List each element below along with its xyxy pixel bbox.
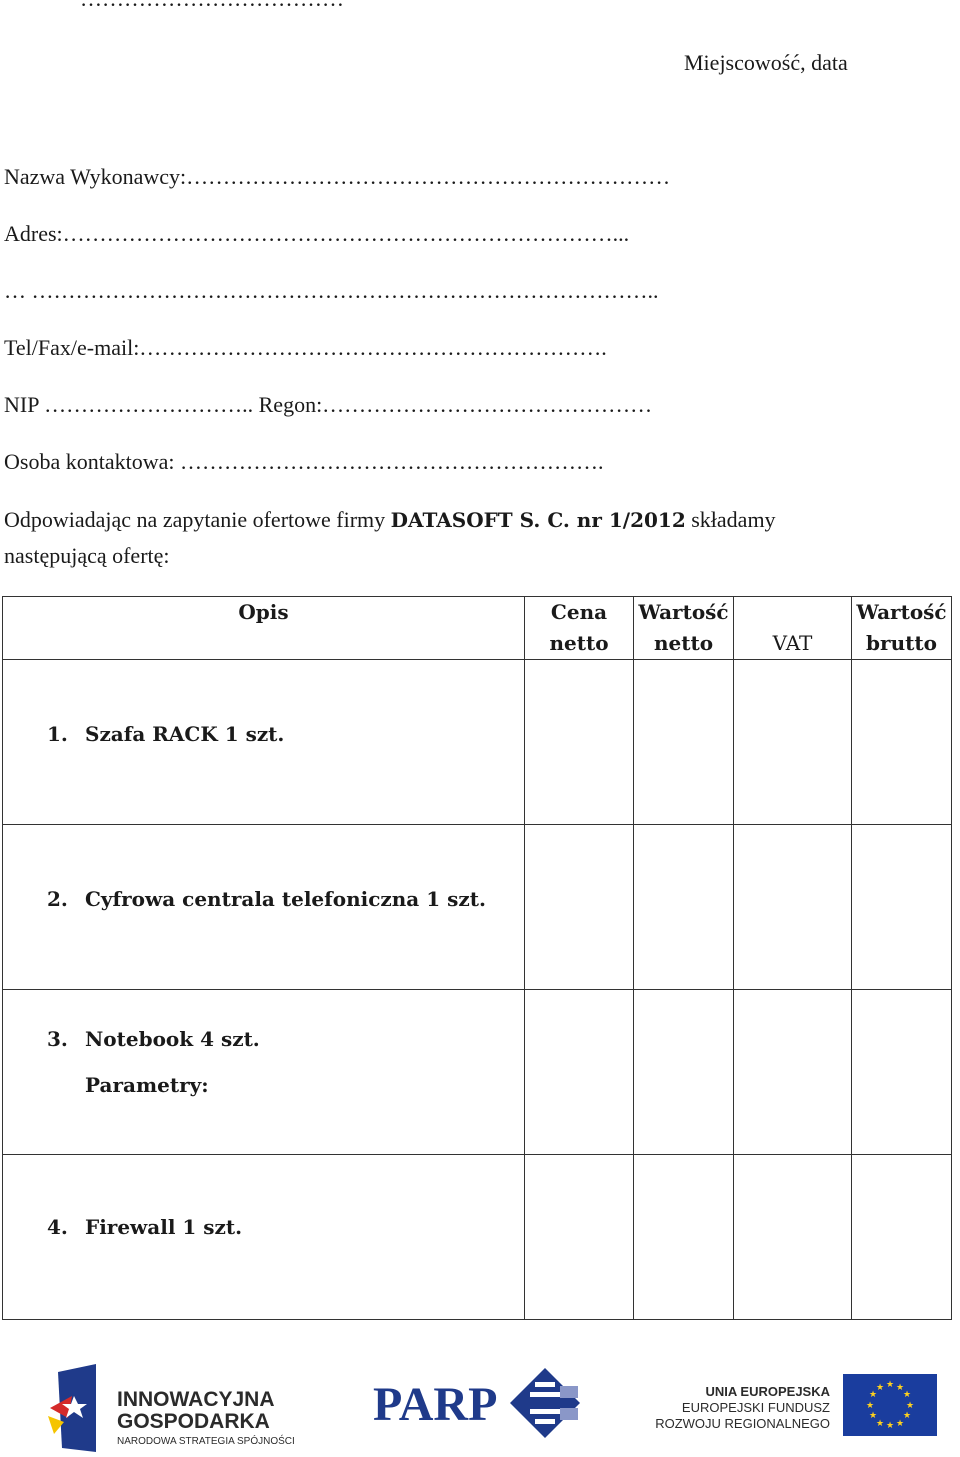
contact-person-field: Osoba kontaktowa: …………………………………………………. xyxy=(4,449,604,474)
address-field: Adres:…………………………………………………………………... xyxy=(4,221,630,246)
row-description xyxy=(3,1155,525,1320)
svg-text:★: ★ xyxy=(875,1383,885,1393)
row-item: Cyfrowa centrala telefoniczna 1 szt. xyxy=(85,887,486,911)
table-header-row xyxy=(3,597,952,660)
svg-text:★: ★ xyxy=(895,1383,905,1393)
intro-line-two: następującą ofertę: xyxy=(4,543,170,568)
svg-text:★: ★ xyxy=(868,1411,878,1421)
cell-wartosc-brutto[interactable] xyxy=(852,1155,952,1320)
offer-table xyxy=(2,596,952,1320)
row-number: 2. xyxy=(47,887,68,911)
row-number: 4. xyxy=(47,1215,68,1239)
cell-wartosc-brutto[interactable] xyxy=(852,990,952,1155)
row-description xyxy=(3,660,525,825)
svg-text:GOSPODARKA: GOSPODARKA xyxy=(117,1410,270,1433)
svg-text:★: ★ xyxy=(885,1380,895,1390)
cell-wartosc-brutto[interactable] xyxy=(852,825,952,990)
table-row xyxy=(3,825,952,990)
row-number: 1. xyxy=(47,722,68,746)
header-wartosc-netto: Wartość netto xyxy=(634,597,734,660)
cell-wartosc-netto[interactable] xyxy=(634,1155,734,1320)
cell-vat[interactable] xyxy=(734,990,852,1155)
cell-wartosc-netto[interactable] xyxy=(634,825,734,990)
row-parameters-label: Parametry: xyxy=(85,1073,209,1097)
innowacyjna-gospodarka-logo xyxy=(48,1364,295,1452)
cell-wartosc-netto[interactable] xyxy=(634,990,734,1155)
header-vat: VAT xyxy=(734,597,852,660)
svg-text:★: ★ xyxy=(868,1390,878,1400)
cell-vat[interactable] xyxy=(734,660,852,825)
svg-text:★: ★ xyxy=(875,1419,885,1429)
svg-text:UNIA EUROPEJSKA: UNIA EUROPEJSKA xyxy=(705,1384,830,1399)
row-item: Notebook 4 szt. xyxy=(85,1027,260,1051)
svg-text:★: ★ xyxy=(895,1419,905,1429)
contact-field: Tel/Fax/e-mail:………………………………………………………. xyxy=(4,335,607,360)
table-row xyxy=(3,990,952,1155)
nip-regon-field: NIP ……………………….. Regon:……………………………………… xyxy=(4,392,653,417)
parp-logo xyxy=(373,1368,580,1438)
table-row xyxy=(3,660,952,825)
svg-text:★: ★ xyxy=(902,1390,912,1400)
svg-text:NARODOWA STRATEGIA SPÓJNOŚCI: NARODOWA STRATEGIA SPÓJNOŚCI xyxy=(117,1436,295,1447)
svg-text:ROZWOJU REGIONALNEGO: ROZWOJU REGIONALNEGO xyxy=(655,1416,830,1431)
row-description xyxy=(3,825,525,990)
cell-wartosc-netto[interactable] xyxy=(634,660,734,825)
svg-text:★: ★ xyxy=(902,1411,912,1421)
table-row xyxy=(3,1155,952,1320)
firm-reference: DATASOFT S. C. nr 1/2012 xyxy=(390,508,686,532)
svg-text:INNOWACYJNA: INNOWACYJNA xyxy=(117,1388,275,1411)
header-wartosc-brutto: Wartość brutto xyxy=(852,597,952,660)
cell-cena-netto[interactable] xyxy=(525,825,634,990)
row-number: 3. xyxy=(47,1027,68,1051)
cell-wartosc-brutto[interactable] xyxy=(852,660,952,825)
eu-logo xyxy=(655,1374,937,1436)
intro-text-end: składamy xyxy=(691,507,776,532)
address-continuation-field: … ………………………………………………………………………….. xyxy=(4,278,659,303)
row-description xyxy=(3,990,525,1155)
row-item: Firewall 1 szt. xyxy=(85,1215,243,1239)
contractor-name-field: Nazwa Wykonawcy:………………………………………………………… xyxy=(4,164,671,189)
svg-text:★: ★ xyxy=(885,1421,895,1431)
row-item: Szafa RACK 1 szt. xyxy=(85,722,285,746)
parp-diamond-icon xyxy=(510,1368,580,1438)
svg-text:★: ★ xyxy=(905,1401,915,1411)
place-date-label: Miejscowość, data xyxy=(684,50,848,75)
header-cena-netto: Cena netto xyxy=(525,597,634,660)
svg-text:★: ★ xyxy=(865,1401,875,1411)
cell-cena-netto[interactable] xyxy=(525,1155,634,1320)
cell-cena-netto[interactable] xyxy=(525,660,634,825)
footer-logos xyxy=(0,1360,960,1457)
intro-text: Odpowiadając na zapytanie ofertowe firmy xyxy=(4,507,386,532)
top-dots xyxy=(80,0,344,12)
cell-cena-netto[interactable] xyxy=(525,990,634,1155)
cell-vat[interactable] xyxy=(734,1155,852,1320)
svg-text:EUROPEJSKI FUNDUSZ: EUROPEJSKI FUNDUSZ xyxy=(681,1400,830,1415)
header-opis: Opis xyxy=(3,597,525,660)
cell-vat[interactable] xyxy=(734,825,852,990)
intro-paragraph xyxy=(4,502,956,573)
svg-text:PARP: PARP xyxy=(373,1378,498,1431)
